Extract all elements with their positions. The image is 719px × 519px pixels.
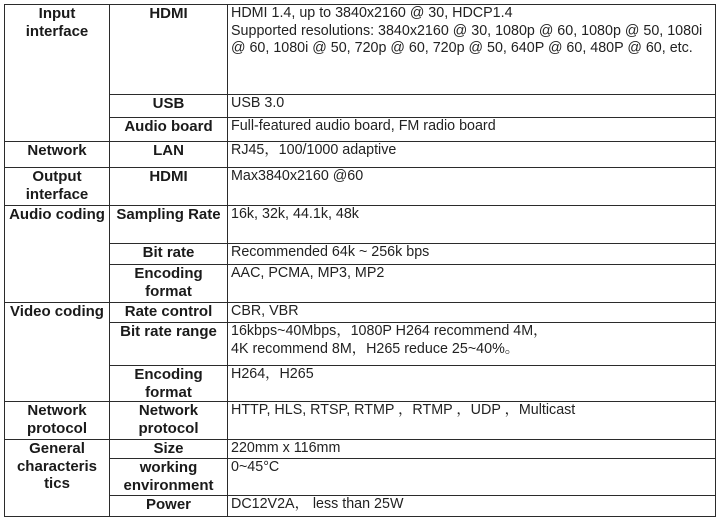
spec-value-usb: USB 3.0 [228, 95, 716, 118]
category-output-interface: Output interface [5, 168, 110, 206]
spec-label-audio-board: Audio board [110, 118, 228, 142]
spec-label-size: Size [110, 440, 228, 459]
spec-label-sampling-rate: Sampling Rate [110, 206, 228, 244]
spec-value-power: DC12V2A， less than 25W [228, 496, 716, 517]
spec-label-lan: LAN [110, 142, 228, 168]
spec-value-rate-control: CBR, VBR [228, 303, 716, 323]
spec-value-size: 220mm x 116mm [228, 440, 716, 459]
table-row [5, 95, 716, 118]
table-row [5, 303, 716, 323]
table-row [5, 5, 716, 95]
category-audio-coding: Audio coding [5, 206, 110, 303]
spec-label-audio-encoding-format: Encoding format [110, 265, 228, 303]
spec-value-network-protocol: HTTP, HLS, RTSP, RTMP ，RTMP ，UDP ，Multicast [228, 402, 716, 440]
hdmi-input-text: HDMI 1.4, up to 3840x2160 @ 30, HDCP1.4 Supported resolutions: 3840x2160 @ 30, 1080p @ 60, 1080p @ 50, 1080i @ 60, 1080i @ 50, 720p @ 60, 720p @ 50, 640P @ 60, 480P @ 60, etc. [231, 5, 703, 56]
table-row [5, 459, 716, 496]
spec-label-usb: USB [110, 95, 228, 118]
spec-label-power: Power [110, 496, 228, 517]
spec-value-video-encoding-format: H264，H265 [228, 366, 716, 402]
spec-value-bit-rate-range [228, 323, 716, 366]
category-video-coding: Video coding [5, 303, 110, 402]
spec-label-audio-bit-rate: Bit rate [110, 244, 228, 265]
spec-value-audio-encoding-format: AAC, PCMA, MP3, MP2 [228, 265, 716, 303]
table-row [5, 496, 716, 517]
table-row [5, 142, 716, 168]
spec-label-hdmi-output: HDMI [110, 168, 228, 206]
spec-label-bit-rate-range: Bit rate range [110, 323, 228, 366]
spec-value-audio-bit-rate: Recommended 64k ~ 256k bps [228, 244, 716, 265]
table-row [5, 366, 716, 402]
category-general-characteristics: General characteris tics [5, 440, 110, 517]
spec-value-audio-board: Full-featured audio board, FM radio board [228, 118, 716, 142]
spec-label-video-encoding-format: Encoding format [110, 366, 228, 402]
spec-value-working-environment: 0~45°C [228, 459, 716, 496]
spec-label-rate-control: Rate control [110, 303, 228, 323]
table-row [5, 440, 716, 459]
table-row [5, 206, 716, 244]
table-row [5, 323, 716, 366]
spec-value-lan: RJ45，100/1000 adaptive [228, 142, 716, 168]
spec-label-working-environment: working environment [110, 459, 228, 496]
spec-value-hdmi-input [228, 5, 716, 95]
spec-label-hdmi-input: HDMI [110, 5, 228, 95]
table-row [5, 265, 716, 303]
table-row [5, 168, 716, 206]
spec-table [4, 4, 716, 517]
spec-value-hdmi-output: Max3840x2160 @60 [228, 168, 716, 206]
spec-value-sampling-rate: 16k, 32k, 44.1k, 48k [228, 206, 716, 244]
category-input-interface: Input interface [5, 5, 110, 142]
table-row [5, 118, 716, 142]
table-row [5, 244, 716, 265]
bit-rate-range-text: 16kbps~40Mbps，1080P H264 recommend 4M， 4K recommend 8M，H265 reduce 25~40%。 [231, 323, 548, 357]
table-row [5, 402, 716, 440]
spec-label-network-protocol: Network protocol [110, 402, 228, 440]
category-network-protocol: Network protocol [5, 402, 110, 440]
category-network: Network [5, 142, 110, 168]
